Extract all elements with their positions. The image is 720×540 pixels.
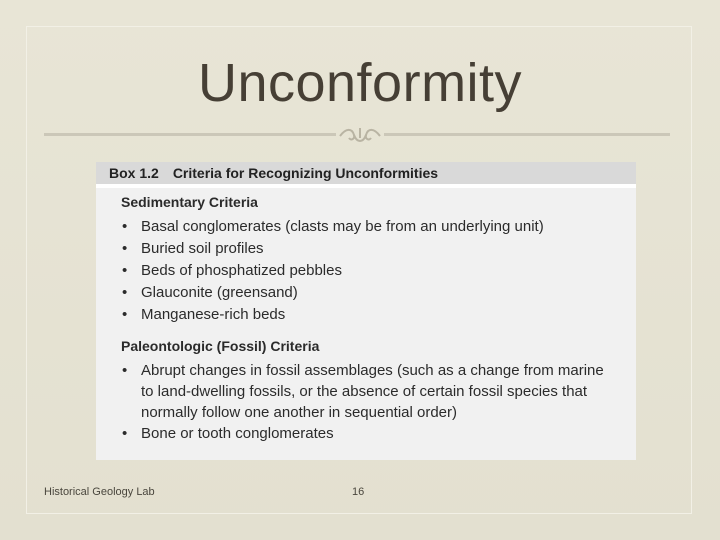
list-item-text: Bone or tooth conglomerates (141, 425, 334, 442)
section-heading-paleontologic: Paleontologic (Fossil) Criteria (121, 338, 320, 354)
box-header (96, 162, 636, 188)
footer-course-name: Historical Geology Lab (44, 486, 155, 498)
list-item (121, 238, 636, 260)
list-item (121, 282, 636, 304)
bullet-icon: • (122, 306, 128, 323)
list-item-text: Beds of phosphatized pebbles (141, 262, 342, 279)
bullet-icon: • (122, 284, 128, 301)
box-title: Criteria for Recognizing Unconformities (172, 165, 439, 181)
criteria-box (96, 162, 636, 460)
list-item (121, 260, 636, 282)
box-number: Box 1.2 (109, 165, 159, 181)
list-item-text: Basal conglomerates (clasts may be from an underlying unit) (141, 218, 544, 235)
list-item (121, 360, 611, 423)
bullet-icon: • (122, 240, 128, 257)
page-number: 16 (352, 486, 365, 498)
list-item-text: Abrupt changes in fossil assemblages (such as a change from marine to land-dwelling fossils, or the absence of certain fossil species that normally follow one another in sequential order) (141, 362, 604, 421)
slide-title: Unconformity (197, 53, 523, 113)
paleontologic-criteria-list (121, 360, 636, 445)
sedimentary-criteria-list (121, 216, 636, 326)
bullet-icon: • (122, 218, 128, 235)
divider-left (44, 133, 336, 136)
bullet-icon: • (122, 362, 128, 379)
list-item (121, 423, 636, 445)
list-item (121, 304, 636, 326)
section-heading-sedimentary: Sedimentary Criteria (121, 194, 258, 210)
list-item-text: Manganese-rich beds (141, 306, 286, 323)
list-item-text: Glauconite (greensand) (141, 284, 298, 301)
list-item (121, 216, 636, 238)
bullet-icon: • (122, 262, 128, 279)
box-body (96, 188, 636, 445)
scroll-ornament-icon (336, 124, 384, 146)
list-item-text: Buried soil profiles (141, 240, 264, 257)
divider-right (384, 133, 670, 136)
bullet-icon: • (122, 425, 128, 442)
